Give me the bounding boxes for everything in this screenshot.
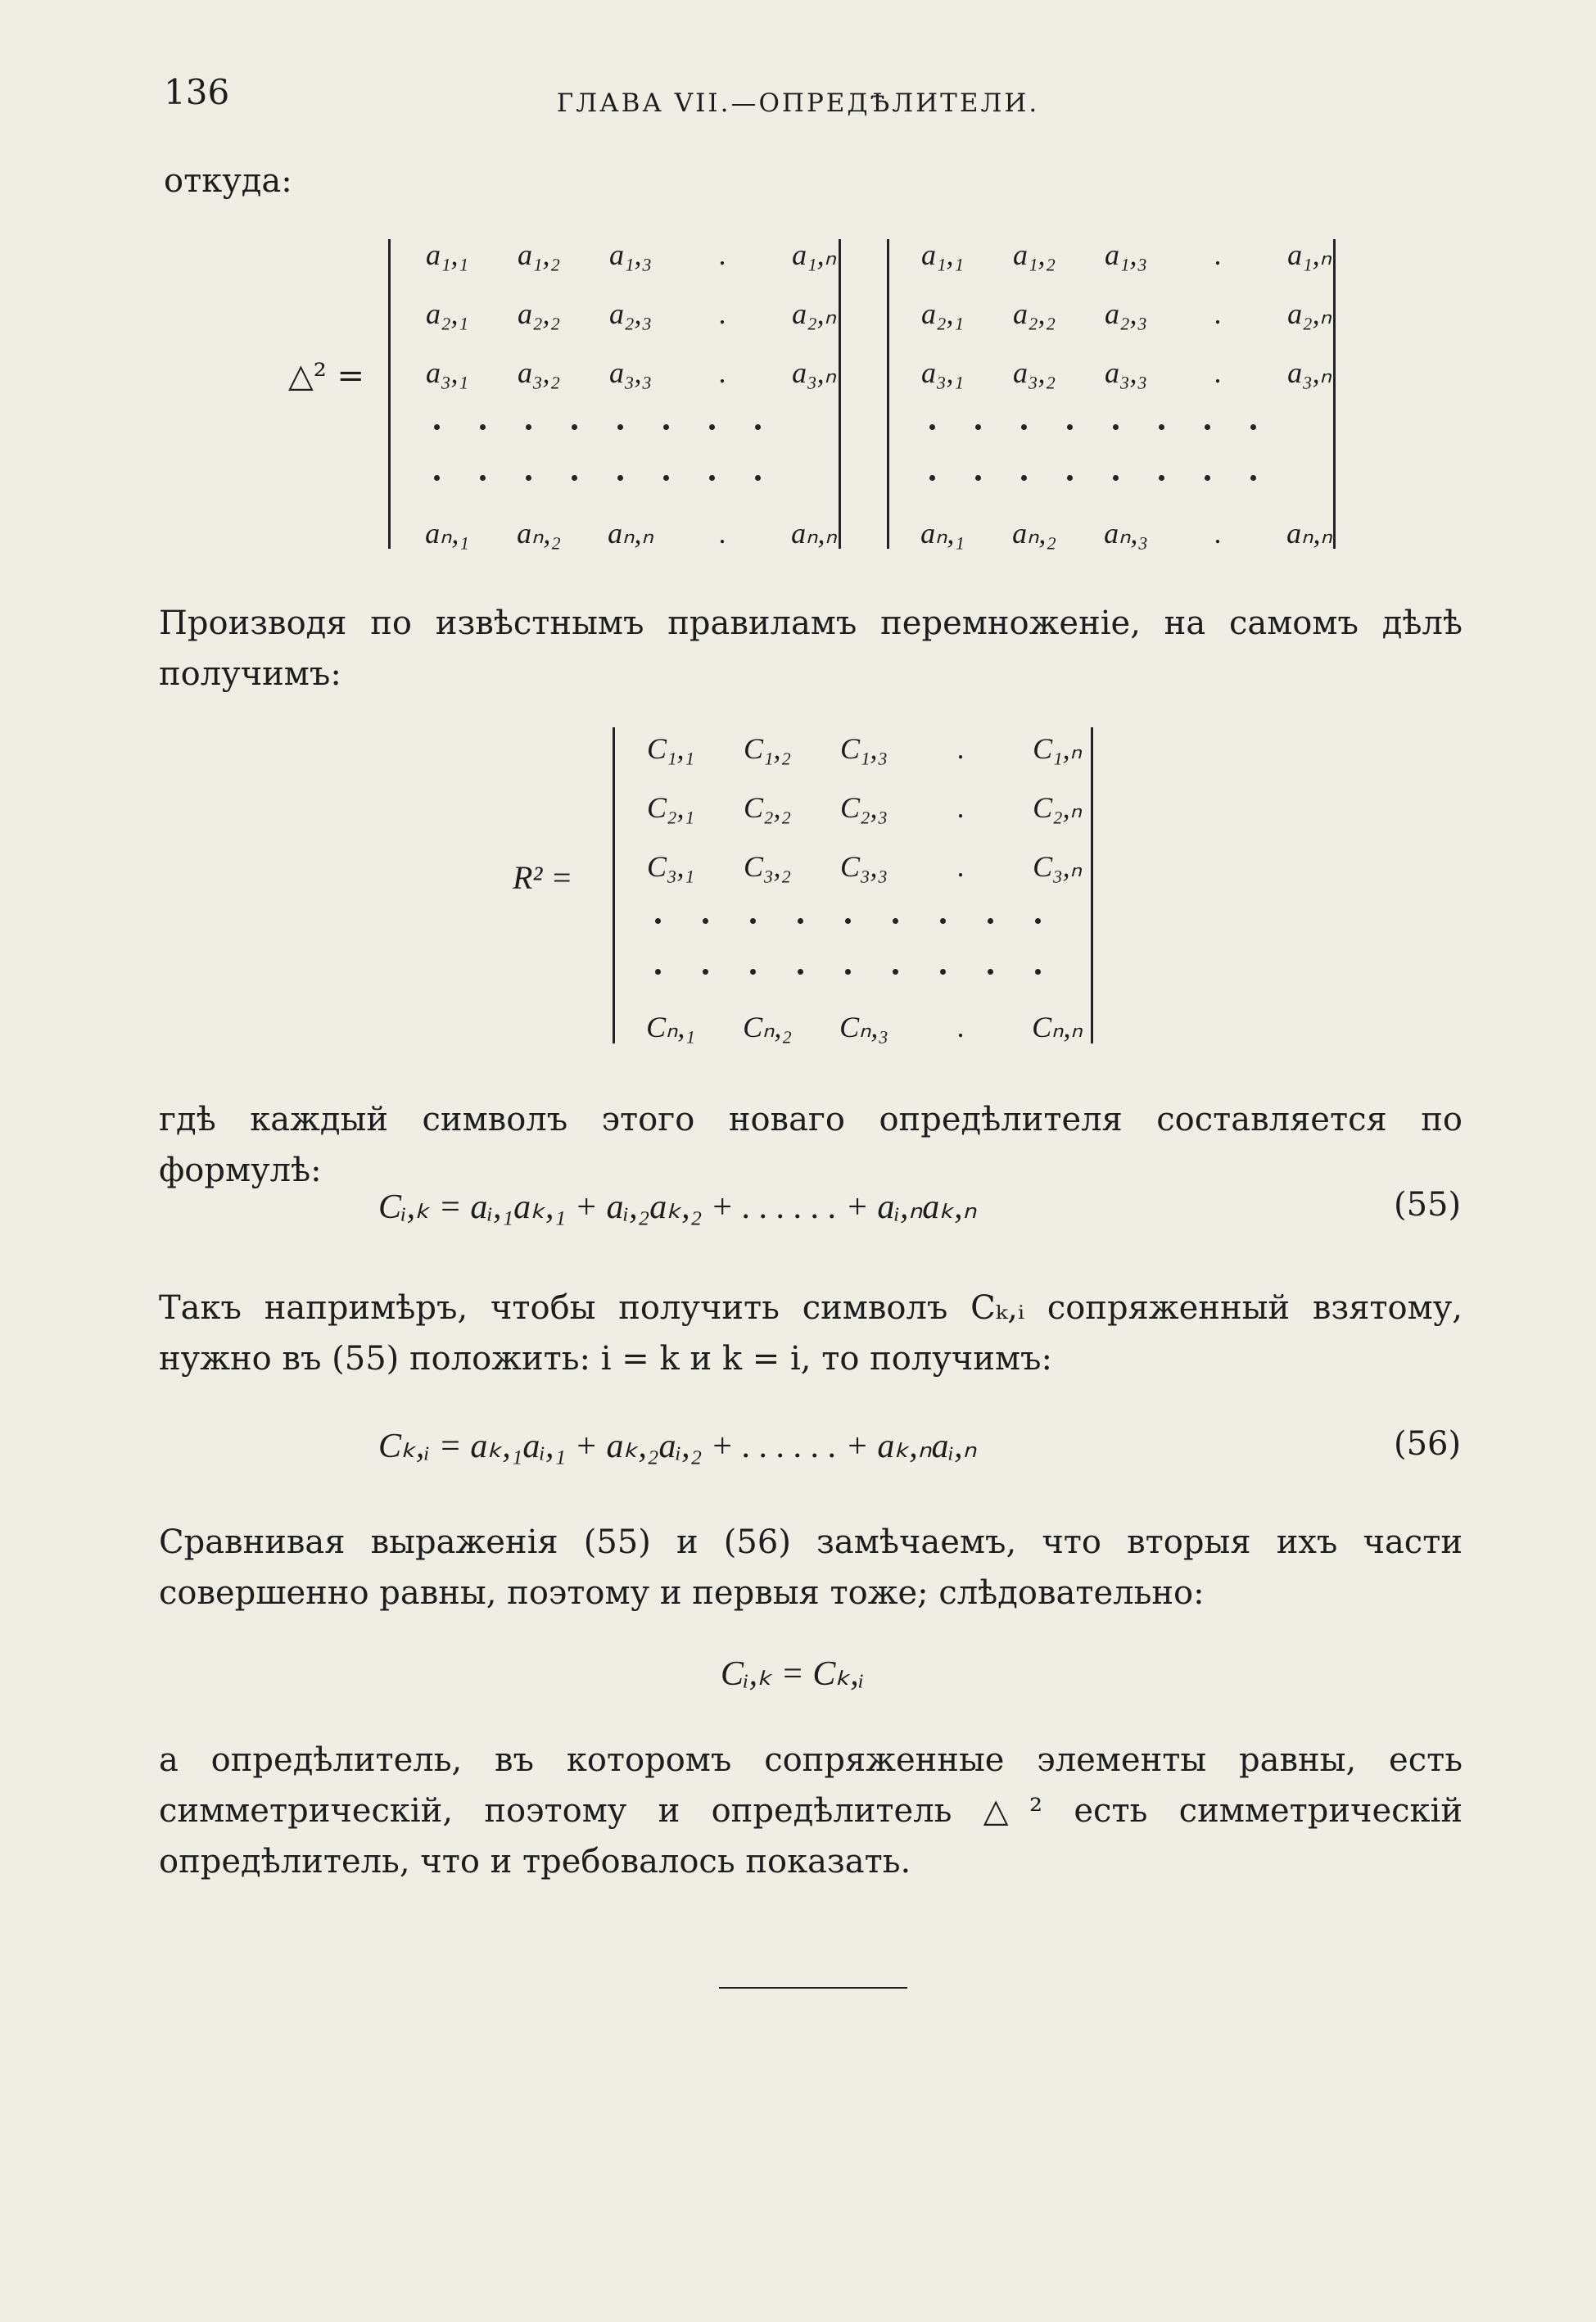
matrix-entry: a₁,₂ bbox=[517, 238, 561, 271]
matrix-entry: a₁,₂ bbox=[1012, 238, 1056, 271]
matrix-ellipsis: . bbox=[1214, 238, 1222, 271]
matrix-ellipsis: . bbox=[956, 1011, 965, 1043]
matrix-entry: C₂,₂ bbox=[743, 791, 792, 824]
equation-number-56: (56) bbox=[1394, 1425, 1462, 1463]
matrix-entry: C₃,₃ bbox=[839, 850, 888, 883]
matrix-entry: aₙ,₁ bbox=[425, 517, 469, 550]
matrix-entry: C₃,₁ bbox=[646, 850, 695, 883]
matrix-entry: aₙ,₂ bbox=[517, 517, 561, 550]
dotted-row-dot bbox=[929, 475, 935, 481]
dotted-row-dot bbox=[750, 969, 756, 975]
dotted-row-dot bbox=[750, 918, 756, 924]
dotted-row-dot bbox=[1113, 424, 1119, 430]
matrix-ellipsis: . bbox=[956, 850, 965, 883]
matrix-entry: aₙ,ₙ bbox=[1286, 517, 1332, 550]
matrix-entry: C₁,₂ bbox=[743, 732, 792, 765]
dotted-row-dot bbox=[617, 424, 623, 430]
matrix-ellipsis: . bbox=[1214, 517, 1222, 550]
dotted-row-dot bbox=[798, 969, 803, 975]
matrix-entry: C₁,₃ bbox=[839, 732, 888, 765]
dotted-row-dot bbox=[893, 918, 898, 924]
matrix-entry: a₂,₁ bbox=[425, 297, 469, 330]
dotted-row-dot bbox=[1035, 918, 1041, 924]
equation-number-55: (55) bbox=[1394, 1186, 1462, 1224]
dotted-row-dot bbox=[988, 969, 993, 975]
matrix-ellipsis: . bbox=[956, 732, 965, 765]
page-number: 136 bbox=[164, 72, 230, 112]
dotted-row-dot bbox=[845, 969, 851, 975]
matrix-entry: a₁,₃ bbox=[608, 238, 653, 271]
dotted-row-dot bbox=[988, 918, 993, 924]
determinant-bar bbox=[613, 727, 615, 1043]
matrix-entry: a₁,ₙ bbox=[792, 238, 836, 271]
matrix-entry: a₁,ₙ bbox=[1287, 238, 1332, 271]
matrix-entry: C₃,ₙ bbox=[1033, 850, 1082, 883]
dotted-row-dot bbox=[1113, 475, 1119, 481]
dotted-row-dot bbox=[940, 969, 946, 975]
matrix-entry: Cₙ,₃ bbox=[839, 1011, 888, 1043]
dotted-row-dot bbox=[975, 424, 981, 430]
matrix-ellipsis: . bbox=[1214, 356, 1222, 389]
dotted-row-dot bbox=[703, 969, 708, 975]
matrix-entry: a₃,₃ bbox=[1104, 356, 1148, 389]
dotted-row-dot bbox=[655, 969, 661, 975]
matrix-entry: a₃,ₙ bbox=[1287, 356, 1332, 389]
matrix-ellipsis: . bbox=[718, 517, 726, 550]
dotted-row-dot bbox=[940, 918, 946, 924]
matrix-entry: aₙ,ₙ bbox=[608, 517, 653, 550]
r-squared-label: R² = bbox=[513, 859, 573, 896]
dotted-row-dot bbox=[1205, 475, 1210, 481]
intro-text: откуда: bbox=[164, 162, 292, 200]
matrix-entry: a₂,ₙ bbox=[1287, 297, 1332, 330]
running-title: ГЛАВА VII.—ОПРЕДѢЛИТЕЛИ. bbox=[556, 88, 1040, 118]
matrix-entry: a₁,₁ bbox=[920, 238, 965, 271]
matrix-ellipsis: . bbox=[718, 356, 726, 389]
matrix-entry: a₁,₃ bbox=[1104, 238, 1148, 271]
matrix-entry: a₁,₁ bbox=[425, 238, 469, 271]
matrix-entry: a₃,₁ bbox=[920, 356, 965, 389]
matrix-entry: a₃,₂ bbox=[1012, 356, 1056, 389]
equation-55: Cᵢ,ₖ = aᵢ,₁aₖ,₁ + aᵢ,₂aₖ,₂ + . . . . . . + aᵢ,ₙaₖ,ₙ bbox=[378, 1188, 977, 1226]
matrix-entry: C₃,₂ bbox=[743, 850, 792, 883]
paragraph-comparison: Сравнивая выраженія (55) и (56) замѣчаемъ, что вторыя ихъ части совершенно равны, поэтому и первыя тоже; слѣдовательно: bbox=[159, 1523, 1463, 1612]
matrix-entry: Cₙ,₁ bbox=[646, 1011, 695, 1043]
matrix-ellipsis: . bbox=[718, 297, 726, 330]
paragraph-multiplication: Производя по извѣстнымъ правиламъ перемноженіе, на самомъ дѣлѣ получимъ: bbox=[159, 604, 1463, 693]
dotted-row-dot bbox=[572, 475, 577, 481]
determinant-bar bbox=[388, 239, 391, 549]
dotted-row-dot bbox=[755, 475, 761, 481]
dotted-row-dot bbox=[709, 424, 715, 430]
dotted-row-dot bbox=[755, 424, 761, 430]
paragraph-symbol-definition: гдѣ каждый символъ этого новаго опредѣлителя составляется по формулѣ: bbox=[159, 1101, 1463, 1189]
matrix-entry: a₃,₂ bbox=[517, 356, 561, 389]
matrix-entry: a₂,ₙ bbox=[792, 297, 836, 330]
paragraph-conjugate: Такъ напримѣръ, чтобы получить символъ Cₖ,ᵢ сопряженный взятому, нужно въ (55) положить: i = k и k = i, то получимъ: bbox=[159, 1289, 1463, 1378]
dotted-row-dot bbox=[526, 424, 531, 430]
dotted-row-dot bbox=[798, 918, 803, 924]
dotted-row-dot bbox=[1021, 424, 1027, 430]
delta-squared-label: △² = bbox=[288, 357, 365, 395]
dotted-row-dot bbox=[1067, 475, 1073, 481]
determinant-bar bbox=[887, 239, 889, 549]
dotted-row-dot bbox=[617, 475, 623, 481]
dotted-row-dot bbox=[434, 424, 440, 430]
matrix-ellipsis: . bbox=[718, 238, 726, 271]
matrix-entry: C₂,₃ bbox=[839, 791, 888, 824]
dotted-row-dot bbox=[572, 424, 577, 430]
matrix-ellipsis: . bbox=[1214, 297, 1222, 330]
determinant-bar bbox=[1333, 239, 1336, 549]
matrix-ellipsis: . bbox=[956, 791, 965, 824]
matrix-c bbox=[622, 725, 1089, 1044]
dotted-row-dot bbox=[526, 475, 531, 481]
dotted-row-dot bbox=[1035, 969, 1041, 975]
matrix-entry: a₂,₃ bbox=[1104, 297, 1148, 330]
dotted-row-dot bbox=[975, 475, 981, 481]
dotted-row-dot bbox=[663, 475, 669, 481]
closing-rule bbox=[719, 1987, 907, 1989]
dotted-row-dot bbox=[655, 918, 661, 924]
dotted-row-dot bbox=[929, 424, 935, 430]
dotted-row-dot bbox=[845, 918, 851, 924]
matrix-entry: C₁,₁ bbox=[646, 732, 695, 765]
matrix-entry: aₙ,₂ bbox=[1012, 517, 1056, 550]
matrix-entry: Cₙ,₂ bbox=[743, 1011, 792, 1043]
matrix-entry: a₃,₁ bbox=[425, 356, 469, 389]
matrix-entry: a₂,₂ bbox=[517, 297, 561, 330]
dotted-row-dot bbox=[1250, 424, 1256, 430]
matrix-entry: Cₙ,ₙ bbox=[1032, 1011, 1083, 1043]
matrix-entry: aₙ,₃ bbox=[1104, 517, 1148, 550]
paragraph-conclusion: а опредѣлитель, въ которомъ сопряженные элементы равны, есть симметрическій, поэтому и опредѣлитель △² есть симметрическій опредѣлитель, что и требовалось показать. bbox=[159, 1741, 1463, 1881]
dotted-row-dot bbox=[1159, 475, 1164, 481]
dotted-row-dot bbox=[709, 475, 715, 481]
dotted-row-dot bbox=[1067, 424, 1073, 430]
matrix-entry: a₃,ₙ bbox=[792, 356, 836, 389]
matrix-a-left bbox=[401, 238, 835, 549]
matrix-entry: C₂,₁ bbox=[646, 791, 695, 824]
matrix-entry: C₁,ₙ bbox=[1033, 732, 1082, 765]
matrix-entry: aₙ,₁ bbox=[920, 517, 965, 550]
matrix-a-right bbox=[897, 238, 1331, 549]
equation-56: Cₖ,ᵢ = aₖ,₁aᵢ,₁ + aₖ,₂aᵢ,₂ + . . . . . . + aₖ,ₙaᵢ,ₙ bbox=[378, 1428, 977, 1465]
dotted-row-dot bbox=[1159, 424, 1164, 430]
dotted-row-dot bbox=[1250, 475, 1256, 481]
dotted-row-dot bbox=[480, 424, 486, 430]
matrix-entry: a₂,₂ bbox=[1012, 297, 1056, 330]
matrix-entry: aₙ,ₙ bbox=[791, 517, 837, 550]
determinant-bar bbox=[839, 239, 841, 549]
matrix-entry: a₂,₃ bbox=[608, 297, 653, 330]
dotted-row-dot bbox=[893, 969, 898, 975]
equation-symmetry: Cᵢ,ₖ = Cₖ,ᵢ bbox=[721, 1655, 865, 1693]
dotted-row-dot bbox=[703, 918, 708, 924]
matrix-entry: a₂,₁ bbox=[920, 297, 965, 330]
dotted-row-dot bbox=[1205, 424, 1210, 430]
dotted-row-dot bbox=[480, 475, 486, 481]
dotted-row-dot bbox=[434, 475, 440, 481]
dotted-row-dot bbox=[1021, 475, 1027, 481]
matrix-entry: a₃,₃ bbox=[608, 356, 653, 389]
matrix-entry: C₂,ₙ bbox=[1033, 791, 1082, 824]
determinant-bar bbox=[1091, 727, 1093, 1043]
dotted-row-dot bbox=[663, 424, 669, 430]
